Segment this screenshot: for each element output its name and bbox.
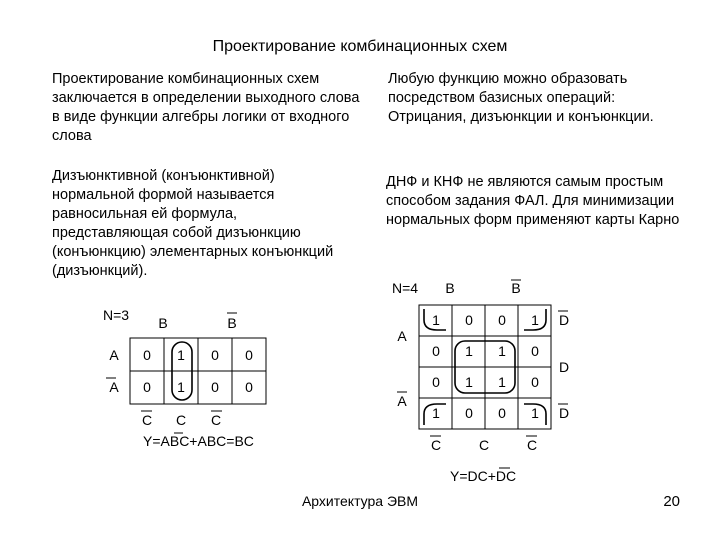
kmap4-row-var-negated: A — [397, 393, 407, 409]
kmap3-cell: 0 — [143, 379, 151, 395]
kmap4-cell: 0 — [432, 374, 440, 390]
kmap4-cell: 0 — [531, 343, 539, 359]
kmap4-cell: 1 — [432, 312, 440, 328]
kmap4-col-var-negated: B — [511, 280, 521, 296]
kmap3-cell: 1 — [177, 379, 185, 395]
kmap4-bottom-var: C — [478, 437, 490, 453]
kmap3-bottom-var: C — [175, 412, 187, 428]
kmap4-right-var-negated: D — [558, 312, 570, 328]
kmap3-formula: Y=ABC+ABC=BC — [143, 433, 254, 449]
kmap4-cell: 1 — [465, 374, 473, 390]
slide-title: Проектирование комбинационных схем — [212, 38, 508, 55]
kmap4-cell: 1 — [531, 312, 539, 328]
kmap4-formula: Y=DC+DC — [450, 468, 517, 484]
kmap3-size-label: N=3 — [102, 307, 130, 323]
kmap4-cell: 0 — [498, 405, 506, 421]
paragraph-design-definition: Проектирование комбинационных схем заключается в определении выходного слова в виде функции алгебры логики от входного слова — [52, 71, 360, 144]
paragraph-basis-operations: Любую функцию можно образовать посредством базисных операций: Отрицания, дизъюнкции и конъюнкции. — [388, 71, 654, 125]
kmap4-cell: 0 — [498, 312, 506, 328]
page-number: 20 — [663, 493, 680, 510]
paragraph-normal-form: Дизъюнктивной (конъюнктивной) нормальной формой называется равносильная ей формула, представляющая собой дизъюнкцию (конъюнкцию) элементарных конъюнкций (дизъюнкций). — [52, 168, 334, 279]
kmap4-bottom-var-negated: C — [430, 437, 442, 453]
kmap3-cell: 1 — [177, 347, 185, 363]
kmap4-size-label: N=4 — [391, 280, 419, 296]
kmap3-bottom-var-negated: C — [141, 412, 153, 428]
kmap4-row-var: A — [397, 328, 407, 344]
kmap4-right-var-negated: D — [558, 405, 570, 421]
kmap3-col-var: B — [158, 315, 168, 331]
paragraph-karnaugh-maps: ДНФ и КНФ не являются самым простым способом задания ФАЛ. Для минимизации нормальных форм применяют карты Карно — [386, 174, 680, 228]
kmap3-col-var-negated: B — [227, 315, 237, 331]
kmap4-right-var: D — [558, 359, 570, 375]
kmap3-cell: 0 — [211, 379, 219, 395]
kmap4-cell: 1 — [465, 343, 473, 359]
kmap4-cell: 0 — [465, 312, 473, 328]
kmap3-row-var: A — [109, 347, 119, 363]
kmap3-bottom-var-negated: C — [210, 412, 222, 428]
kmap4-cell: 0 — [432, 343, 440, 359]
kmap4-cell: 1 — [498, 374, 506, 390]
kmap4-cell: 0 — [531, 374, 539, 390]
kmap4-cell: 1 — [531, 405, 539, 421]
kmap3-cell: 0 — [211, 347, 219, 363]
kmap4-cell: 1 — [432, 405, 440, 421]
kmap3-row-var-negated: A — [109, 379, 119, 395]
kmap4-cell: 1 — [498, 343, 506, 359]
kmap4-col-var: B — [445, 280, 455, 296]
kmap4-cell: 0 — [465, 405, 473, 421]
kmap4-bottom-var-negated: C — [526, 437, 538, 453]
kmap3-cell: 0 — [245, 379, 253, 395]
kmap3-cell: 0 — [245, 347, 253, 363]
footer-course-name: Архитектура ЭВМ — [301, 493, 419, 509]
kmap3-cell: 0 — [143, 347, 151, 363]
